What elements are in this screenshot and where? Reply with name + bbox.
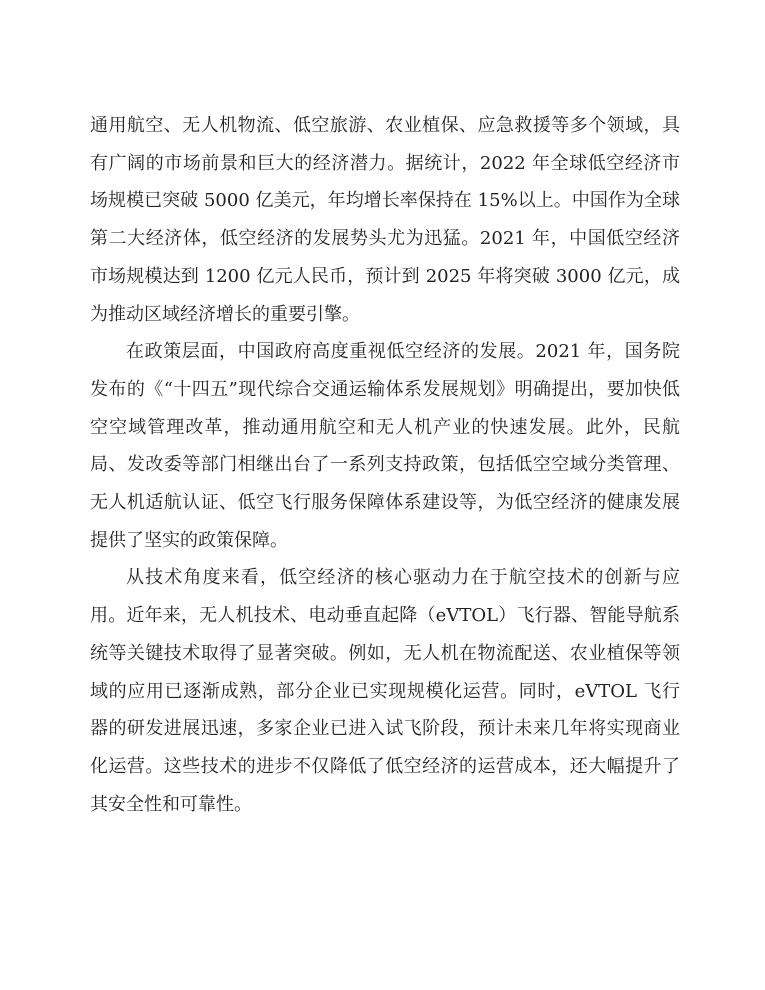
paragraph-market: 通用航空、无人机物流、低空旅游、农业植保、应急救援等多个领域，具有广阔的市场前景和巨大的经济潜力。据统计，2022 年全球低空经济市场规模已突破 5000 亿美元，年均增长率保持在 15%以上。中国作为全球第二大经济体，低空经济的发展势头尤为迅猛。2021 年，中国低空经济市场规模达到 1200 亿元人民币，预计到 2025 年将突破 3000 亿元，成为推动区域经济增长的重要引擎。	[90, 115, 680, 325]
paragraph-policy: 在政策层面，中国政府高度重视低空经济的发展。2021 年，国务院发布的《“十四五”现代综合交通运输体系发展规划》明确提出，要加快低空空域管理改革，推动通用航空和无人机产业的快速发展。此外，民航局、发改委等部门相继出台了一系列支持政策，包括低空空域分类管理、无人机适航认证、低空飞行服务保障体系建设等，为低空经济的健康发展提供了坚实的政策保障。	[90, 341, 680, 551]
body-text	[90, 107, 680, 823]
paragraph-technology: 从技术角度来看，低空经济的核心驱动力在于航空技术的创新与应用。近年来，无人机技术、电动垂直起降（eVTOL）飞行器、智能导航系统等关键技术取得了显著突破。例如，无人机在物流配送、农业植保等领域的应用已逐渐成熟，部分企业已实现规模化运营。同时，eVTOL 飞行器的研发进展迅速，多家企业已进入试飞阶段，预计未来几年将实现商业化运营。这些技术的进步不仅降低了低空经济的运营成本，还大幅提升了其安全性和可靠性。	[90, 567, 680, 815]
